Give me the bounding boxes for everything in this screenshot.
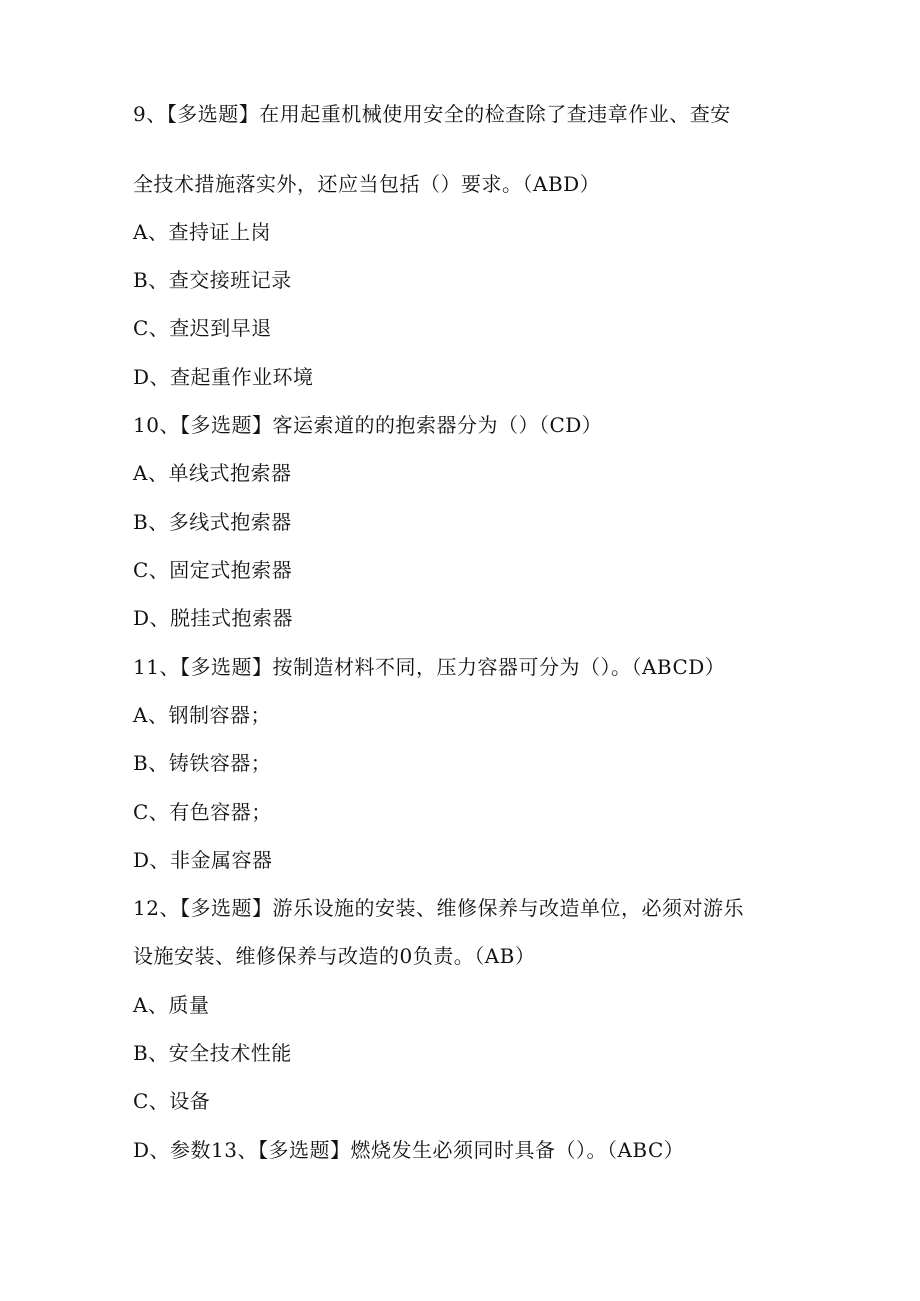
question-12-option-c: C、设备 — [133, 1089, 211, 1113]
question-11-option-c: C、有色容器； — [133, 800, 272, 824]
question-9-option-d: D、查起重作业环境 — [133, 365, 314, 389]
question-10-option-b: B、多线式抱索器 — [133, 510, 292, 534]
question-9-stem-line-2: 全技术措施落实外，还应当包括（）要求。（ABD） — [133, 172, 601, 196]
question-11-option-b: B、铸铁容器； — [133, 751, 272, 775]
question-9-option-c: C、查迟到早退 — [133, 316, 272, 340]
question-11-stem: 11、【多选题】按制造材料不同，压力容器可分为（）。（ABCD） — [133, 655, 726, 679]
question-10-option-a: A、单线式抱索器 — [133, 461, 292, 485]
question-12-stem-line-2: 设施安装、维修保养与改造的0负责。（AB） — [133, 944, 536, 968]
question-10-stem: 10、【多选题】客运索道的的抱索器分为（）（CD） — [133, 413, 603, 437]
question-9-option-a: A、查持证上岗 — [133, 220, 271, 244]
question-12-stem-line-1: 12、【多选题】游乐设施的安装、维修保养与改造单位，必须对游乐 — [133, 896, 744, 920]
question-12-option-d-question-13-stem: D、参数13、【多选题】燃烧发生必须同时具备（）。（ABC） — [133, 1138, 685, 1162]
question-11-option-a: A、钢制容器； — [133, 703, 271, 727]
question-12-option-b: B、安全技术性能 — [133, 1041, 292, 1065]
question-10-option-c: C、固定式抱索器 — [133, 558, 293, 582]
question-10-option-d: D、脱挂式抱索器 — [133, 606, 294, 630]
question-11-option-d: D、非金属容器 — [133, 848, 273, 872]
question-9-option-b: B、查交接班记录 — [133, 268, 292, 292]
question-12-option-a: A、质量 — [133, 993, 210, 1017]
question-9-stem-line-1: 9、【多选题】在用起重机械使用安全的检查除了查违章作业、查安 — [133, 102, 731, 126]
